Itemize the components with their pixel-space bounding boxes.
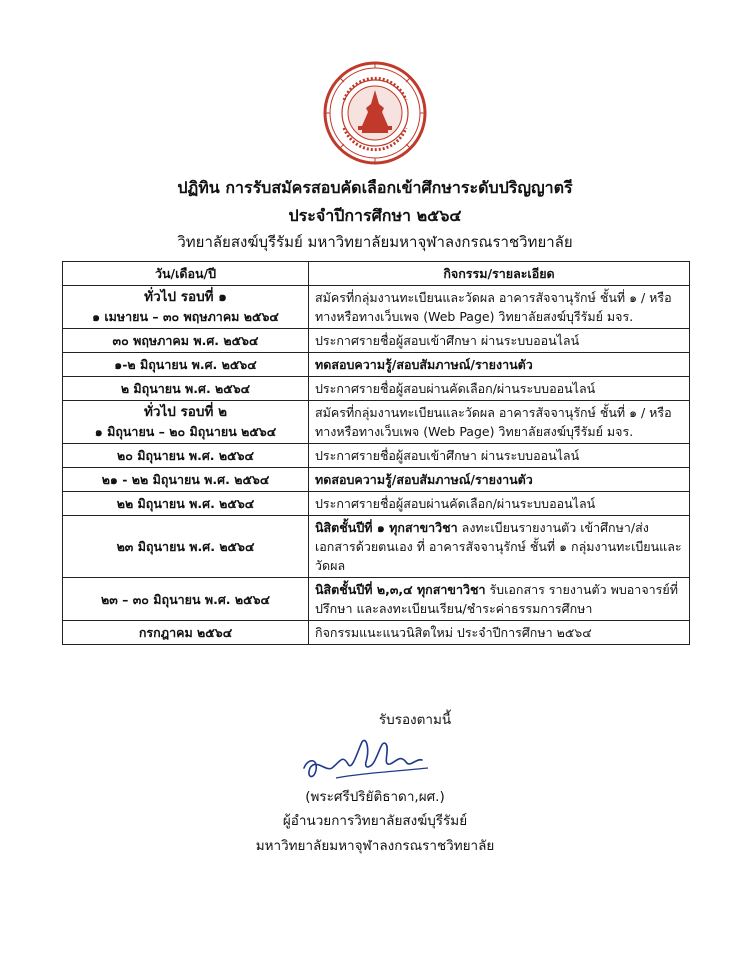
table-header-row [63, 262, 690, 286]
activity-detail: รับเอกสาร รายงานตัว พบอาจารย์ที่ปรึกษา และลงทะเบียนเรียน/ชำระค่าธรรมการศึกษา [315, 582, 678, 616]
date-cell: ๒ มิถุนายน พ.ศ. ๒๕๖๔ [63, 377, 309, 401]
activity-cell [309, 516, 690, 578]
date-cell: ๒๓ มิถุนายน พ.ศ. ๒๕๖๔ [63, 516, 309, 578]
activity-cell [309, 578, 690, 621]
round-title: ทั่วไป รอบที่ ๒ [144, 404, 227, 420]
activity-cell: ประกาศรายชื่อผู้สอบเข้าศึกษา ผ่านระบบออนไลน์ [309, 329, 690, 353]
date-cell [63, 286, 309, 329]
column-header-activity: กิจกรรม/รายละเอียด [309, 262, 690, 286]
date-cell: กรกฎาคม ๒๕๖๔ [63, 621, 309, 645]
table-row [63, 468, 690, 492]
university-seal-logo [322, 60, 428, 166]
table-row [63, 578, 690, 621]
table-row [63, 444, 690, 468]
table-row [63, 377, 690, 401]
table-row [63, 516, 690, 578]
table-row [63, 353, 690, 377]
table-row [63, 401, 690, 444]
table-row [63, 492, 690, 516]
round-title: ทั่วไป รอบที่ ๑ [144, 289, 227, 305]
activity-cell: ประกาศรายชื่อผู้สอบผ่านคัดเลือก/ผ่านระบบออนไลน์ [309, 377, 690, 401]
activity-cell: ประกาศรายชื่อผู้สอบเข้าศึกษา ผ่านระบบออนไลน์ [309, 444, 690, 468]
endorsement-text: รับรองตามนี้ [378, 712, 452, 728]
activity-cell: กิจกรรมแนะแนวนิสิตใหม่ ประจำปีการศึกษา ๒๕๖๔ [309, 621, 690, 645]
activity-cell: สมัครที่กลุ่มงานทะเบียนและวัดผล อาคารสัจจานุรักษ์ ชั้นที่ ๑ / หรือทางหรือทางเว็บเพจ (Web Page) วิทยาลัยสงฆ์บุรีรัมย์ มจร. [309, 286, 690, 329]
date-cell [63, 401, 309, 444]
handwritten-signature [296, 728, 436, 788]
date-cell: ๓๐ พฤษภาคม พ.ศ. ๒๕๖๔ [63, 329, 309, 353]
activity-detail: ลงทะเบียนรายงานตัว เข้าศึกษา/ส่งเอกสารด้วยตนเอง ที่ อาคารสัจจานุรักษ์ ชั้นที่ ๑ กลุ่มงานทะเบียนและวัดผล [315, 520, 682, 573]
schedule-table [62, 261, 690, 645]
table-row [63, 286, 690, 329]
date-cell: ๒๓ – ๓๐ มิถุนายน พ.ศ. ๒๕๖๔ [63, 578, 309, 621]
signer-position: ผู้อำนวยการวิทยาลัยสงฆ์บุรีรัมย์ [282, 813, 468, 829]
activity-cell: ประกาศรายชื่อผู้สอบผ่านคัดเลือก/ผ่านระบบออนไลน์ [309, 492, 690, 516]
date-cell: ๒๐ มิถุนายน พ.ศ. ๒๕๖๔ [63, 444, 309, 468]
document-title: ปฏิทิน การรับสมัครสอบคัดเลือกเข้าศึกษาระดับปริญญาตรี [177, 178, 573, 197]
signer-name: (พระศรีปริยัติธาดา,ผศ.) [305, 789, 445, 805]
academic-year: ประจำปีการศึกษา ๒๕๖๔ [288, 206, 462, 225]
activity-cell: ทดสอบความรู้/สอบสัมภาษณ์/รายงานตัว [309, 353, 690, 377]
activity-cell: สมัครที่กลุ่มงานทะเบียนและวัดผล อาคารสัจจานุรักษ์ ชั้นที่ ๑ / หรือทางหรือทางเว็บเพจ (Web Page) วิทยาลัยสงฆ์บุรีรัมย์ มจร. [309, 401, 690, 444]
date-cell: ๒๒ มิถุนายน พ.ศ. ๒๕๖๔ [63, 492, 309, 516]
activity-cell: ทดสอบความรู้/สอบสัมภาษณ์/รายงานตัว [309, 468, 690, 492]
signer-university: มหาวิทยาลัยมหาจุฬาลงกรณราชวิทยาลัย [255, 838, 495, 854]
activity-emphasis: นิสิตชั้นปีที่ ๑ ทุกสาขาวิชา [315, 520, 458, 535]
date-text: ๑ เมษายน – ๓๐ พฤษภาคม ๒๕๖๔ [92, 309, 279, 324]
date-cell: ๒๑ - ๒๒ มิถุนายน พ.ศ. ๒๕๖๔ [63, 468, 309, 492]
activity-emphasis: นิสิตชั้นปีที่ ๒,๓,๔ ทุกสาขาวิชา [315, 582, 486, 597]
column-header-date: วัน/เดือน/ปี [63, 262, 309, 286]
table-row [63, 329, 690, 353]
institution-name: วิทยาลัยสงฆ์บุรีรัมย์ มหาวิทยาลัยมหาจุฬาลงกรณราชวิทยาลัย [177, 233, 573, 251]
date-cell: ๑-๒ มิถุนายน พ.ศ. ๒๕๖๔ [63, 353, 309, 377]
table-row [63, 621, 690, 645]
date-text: ๑ มิถุนายน – ๒๐ มิถุนายน ๒๕๖๔ [94, 424, 277, 439]
